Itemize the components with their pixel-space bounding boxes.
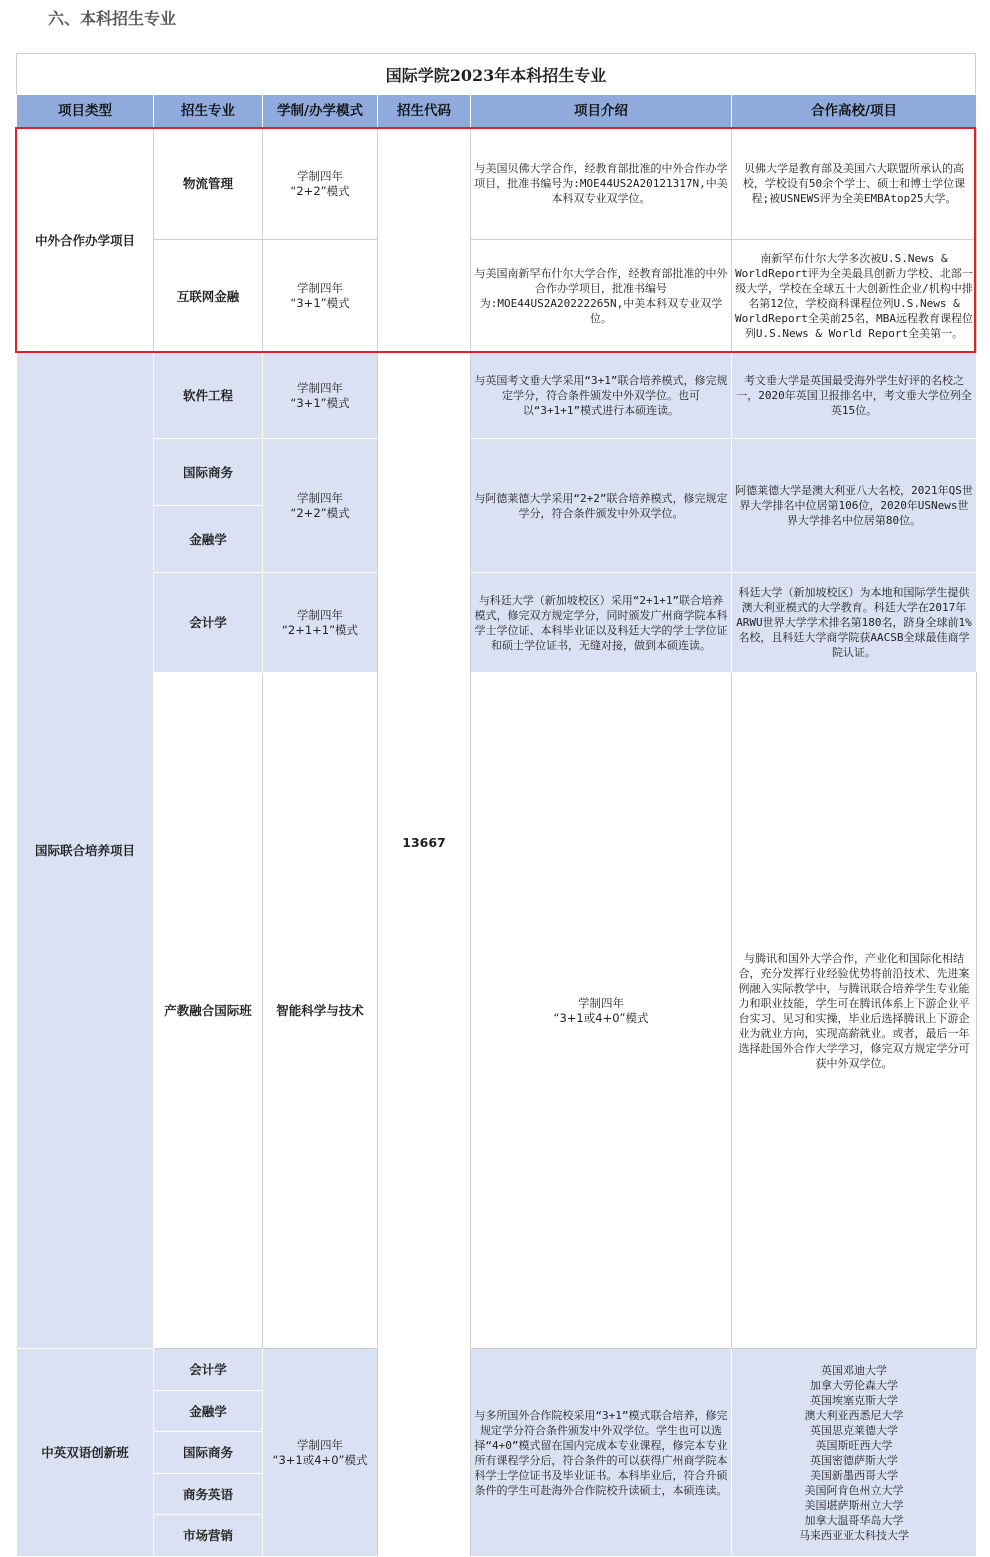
table-row: [17, 573, 977, 673]
major-cell: 物流管理: [154, 128, 263, 240]
major-cell: 智能科学与技术: [263, 673, 378, 1349]
major-cell: 会计学: [154, 1349, 263, 1391]
majors-table-container: [16, 53, 976, 1557]
table-row: [17, 240, 977, 353]
major-cell: 国际商务: [154, 439, 263, 506]
header-intro: 项目介绍: [471, 95, 732, 128]
partner-cell: 考文垂大学是英国最受海外学生好评的名校之一，2020年英国卫报排名中，考文垂大学位列全英15位。: [732, 353, 977, 439]
mode-cell: 学制四年 “3+1或4+0”模式: [263, 1349, 378, 1557]
project-type-cell: 中外合作办学项目: [17, 128, 154, 353]
intro-cell: 与腾讯和国外大学合作，产业化和国际化相结合，充分发挥行业经验优势将前沿技术、先进案例融入实际教学中，与腾讯联合培养学生专业能力和职业技能，学生可在腾讯体系上下游企业平台实习、见习和实操，毕业后选择腾讯上下游企业为就业方向，实现高薪就业。或者，最后一年选择赴国外合作大学学习，修完双方规定学分可获中外双学位。: [732, 673, 977, 1349]
partner-item: 英国密德萨斯大学: [810, 1453, 898, 1467]
intro-cell: 与科廷大学（新加坡校区）采用“2+1+1”联合培养模式，修完双方规定学分，同时颁发广州商学院本科学士学位证、本科毕业证以及科廷大学的学士学位证和硕士学位证书，无缝对接，做到本硕连读。: [471, 573, 732, 673]
major-cell: 会计学: [154, 573, 263, 673]
partner-item: 加拿大劳伦森大学: [810, 1378, 898, 1392]
table-row: [17, 1349, 977, 1391]
partner-item: 美国阿肯色州立大学: [804, 1483, 904, 1497]
intro-cell: 与美国贝佛大学合作，经教育部批准的中外合作办学项目，批准书编号为:MOE44US2A20121317N,中美本科双专业双学位。: [471, 128, 732, 240]
table-row: [17, 128, 977, 240]
major-cell: 市场营销: [154, 1515, 263, 1557]
partner-item: 美国新墨西哥大学: [810, 1468, 898, 1482]
major-cell: 软件工程: [154, 353, 263, 439]
partner-item: 澳大利亚西悉尼大学: [804, 1408, 904, 1422]
majors-table: [16, 94, 977, 1557]
mode-cell: 学制四年 “3+1”模式: [263, 240, 378, 353]
table-caption: 国际学院2023年本科招生专业: [16, 53, 976, 94]
intro-cell: 与多所国外合作院校采用“3+1”模式联合培养，修完规定学分符合条件颁发中外双学位。学生也可以选择“4+0”模式留在国内完成本专业课程，修完本专业所有课程学分后，符合条件的可以获得广州商学院本科学士学位证书及毕业证书。本科毕业后，符合升硕条件的学生可赴海外合作院校升读硕士，本硕连读。: [471, 1349, 732, 1557]
project-type-cell: 产教融合国际班: [154, 673, 263, 1349]
intro-cell: 与美国南新罕布什尔大学合作，经教育部批准的中外合作办学项目，批准书编号为:MOE44US2A20222265N,中美本科双专业双学位。: [471, 240, 732, 353]
header-row: [17, 95, 977, 128]
enrollment-code-cell: 13667: [378, 128, 471, 1557]
major-cell: 金融学: [154, 506, 263, 573]
mode-cell: 学制四年 “3+1”模式: [263, 353, 378, 439]
table-row: [17, 439, 977, 506]
header-mode: 学制/办学模式: [263, 95, 378, 128]
partner-list-cell: [732, 1349, 977, 1557]
mode-cell: 学制四年 “2+2”模式: [263, 439, 378, 573]
major-cell: 国际商务: [154, 1432, 263, 1474]
header-code: 招生代码: [378, 95, 471, 128]
section-title: 六、本科招生专业: [48, 9, 177, 28]
partner-cell: 贝佛大学是教育部及美国六大联盟所承认的高校，学校设有50余个学士、硕士和博士学位课程;被USNEWS评为全美EMBAtop25大学。: [732, 128, 977, 240]
table-row: [17, 353, 977, 439]
major-cell: 商务英语: [154, 1474, 263, 1515]
intro-cell: 与阿德莱德大学采用“2+2”联合培养模式，修完规定学分，符合条件颁发中外双学位。: [471, 439, 732, 573]
project-type-cell: 中英双语创新班: [17, 1349, 154, 1557]
partner-cell: 科廷大学（新加坡校区）为本地和国际学生提供澳大利亚模式的大学教育。科廷大学在2017年ARWU世界大学学术排名第180名，跻身全球前1%名校，且科廷大学商学院获AACSB全球最佳商学院认证。: [732, 573, 977, 673]
partner-item: 英国埃塞克斯大学: [810, 1393, 898, 1407]
partner-cell: 阿德莱德大学是澳大利亚八大名校，2021年QS世界大学排名中位居第106位，2020年USNews世界大学排名中位居第80位。: [732, 439, 977, 573]
intro-cell: 与英国考文垂大学采用“3+1”联合培养模式，修完规定学分，符合条件颁发中外双学位。也可以“3+1+1”模式进行本硕连读。: [471, 353, 732, 439]
mode-cell: 学制四年 “2+2”模式: [263, 128, 378, 240]
major-cell: 金融学: [154, 1391, 263, 1432]
project-type-cell: 国际联合培养项目: [17, 353, 154, 1349]
header-major: 招生专业: [154, 95, 263, 128]
partner-item: 美国堪萨斯州立大学: [804, 1498, 904, 1512]
major-cell: 互联网金融: [154, 240, 263, 353]
partner-item: 马来西亚亚太科技大学: [799, 1528, 909, 1542]
partner-item: 英国思克莱德大学: [810, 1423, 898, 1437]
table-row: [17, 673, 977, 1349]
header-partner: 合作高校/项目: [732, 95, 977, 128]
partner-item: 英国斯旺西大学: [815, 1438, 893, 1452]
mode-cell: 学制四年 “3+1或4+0”模式: [471, 673, 732, 1349]
partner-item: 英国邓迪大学: [821, 1363, 887, 1377]
partner-item: 加拿大温哥华岛大学: [804, 1513, 904, 1527]
partner-cell: 南新罕布什尔大学多次被U.S.News & WorldReport评为全美最具创新力学校、北部一级大学，学校在全球五十大创新性企业/机构中排名第12位，学校商科课程位列U.S.News & WorldReport全美前25名，MBA远程教育课程位列U.S.News & World Report全美第一。: [732, 240, 977, 353]
header-project-type: 项目类型: [17, 95, 154, 128]
mode-cell: 学制四年 “2+1+1”模式: [263, 573, 378, 673]
